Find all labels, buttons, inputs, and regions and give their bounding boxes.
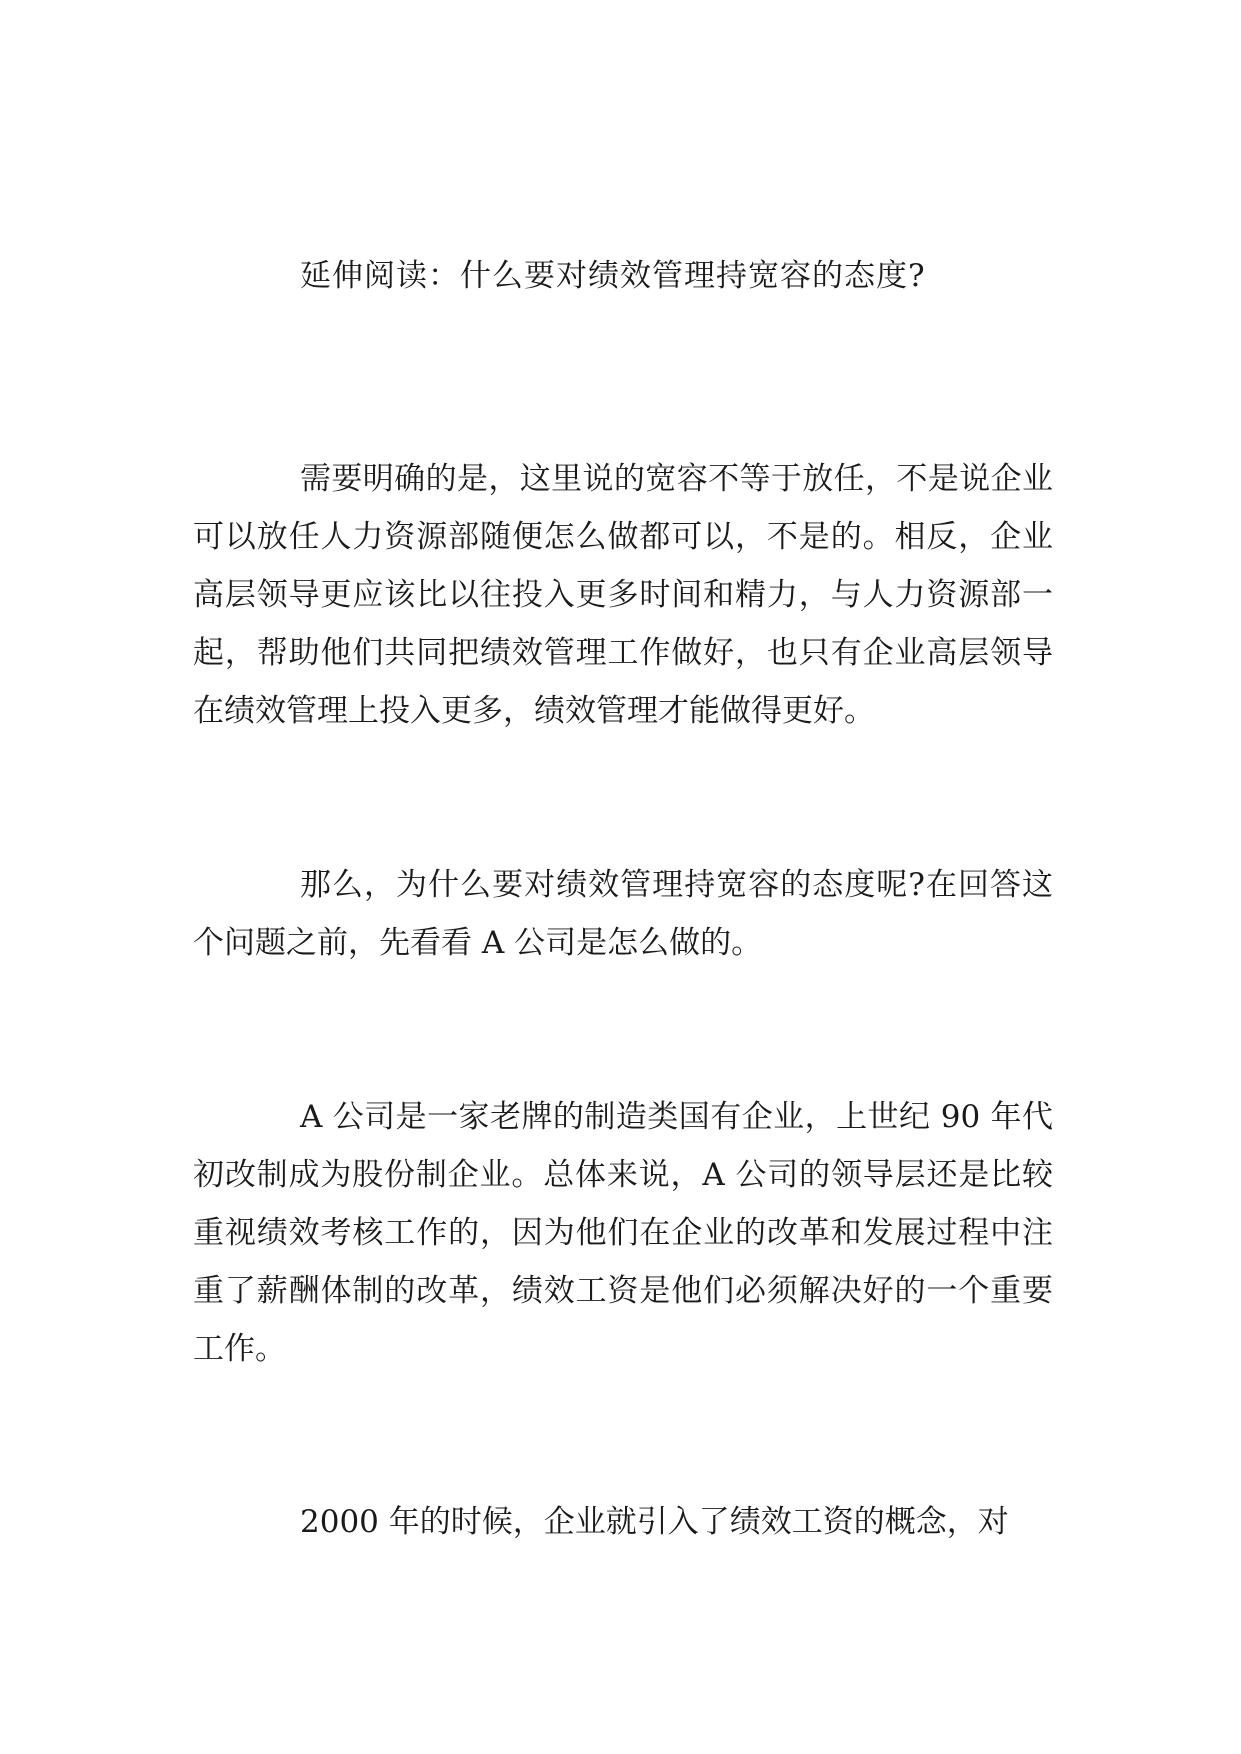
document-title: 延伸阅读：什么要对绩效管理持宽容的态度? bbox=[300, 258, 926, 294]
paragraph-1: 需要明确的是，这里说的宽容不等于放任，不是说企业可以放任人力资源部随便怎么做都可以，不是的。相反，企业高层领导更应该比以往投入更多时间和精力，与人力资源部一起，帮助他们共同把绩效管理工作做好，也只有企业高层领导在绩效管理上投入更多，绩效管理才能做得更好。 bbox=[193, 461, 1053, 729]
paragraph-4: 2000 年的时候，企业就引入了绩效工资的概念，对 bbox=[300, 1504, 1009, 1540]
paragraph-2: 那么，为什么要对绩效管理持宽容的态度呢?在回答这个问题之前，先看看 A 公司是怎么做的。 bbox=[193, 867, 1053, 961]
paragraph-3: A 公司是一家老牌的制造类国有企业，上世纪 90 年代初改制成为股份制企业。总体来说，A 公司的领导层还是比较重视绩效考核工作的，因为他们在企业的改革和发展过程中注重了薪酬体制的改革，绩效工资是他们必须解决好的一个重要工作。 bbox=[193, 1099, 1053, 1367]
